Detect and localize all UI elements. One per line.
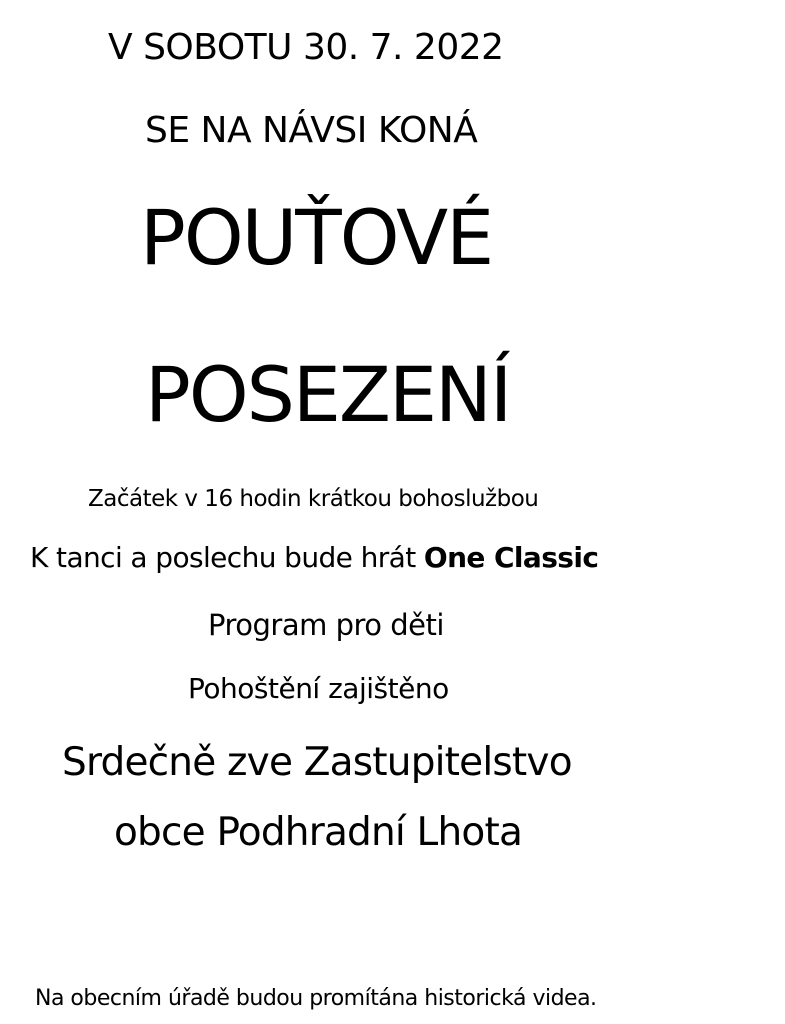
band-name: One Classic [423, 541, 599, 574]
invitation-line-2: obce Podhradní Lhota [114, 810, 523, 855]
venue-line: SE NA NÁVSI KONÁ [145, 110, 478, 151]
title-line-1: POUŤOVÉ [140, 193, 493, 282]
music-line-prefix: K tanci a poslechu bude hrát [30, 541, 424, 574]
date-line: V SOBOTU 30. 7. 2022 [108, 27, 504, 68]
music-line [30, 541, 599, 574]
invitation-line-1: Srdečně zve Zastupitelstvo [62, 740, 572, 785]
footer-note: Na obecním úřadě budou promítána historická videa. [35, 986, 597, 1011]
refreshments-line: Pohoštění zajištěno [188, 672, 449, 705]
kids-program-line: Program pro děti [208, 608, 444, 642]
start-time-line: Začátek v 16 hodin krátkou bohoslužbou [88, 486, 539, 512]
title-line-2: POSEZENÍ [145, 350, 511, 439]
